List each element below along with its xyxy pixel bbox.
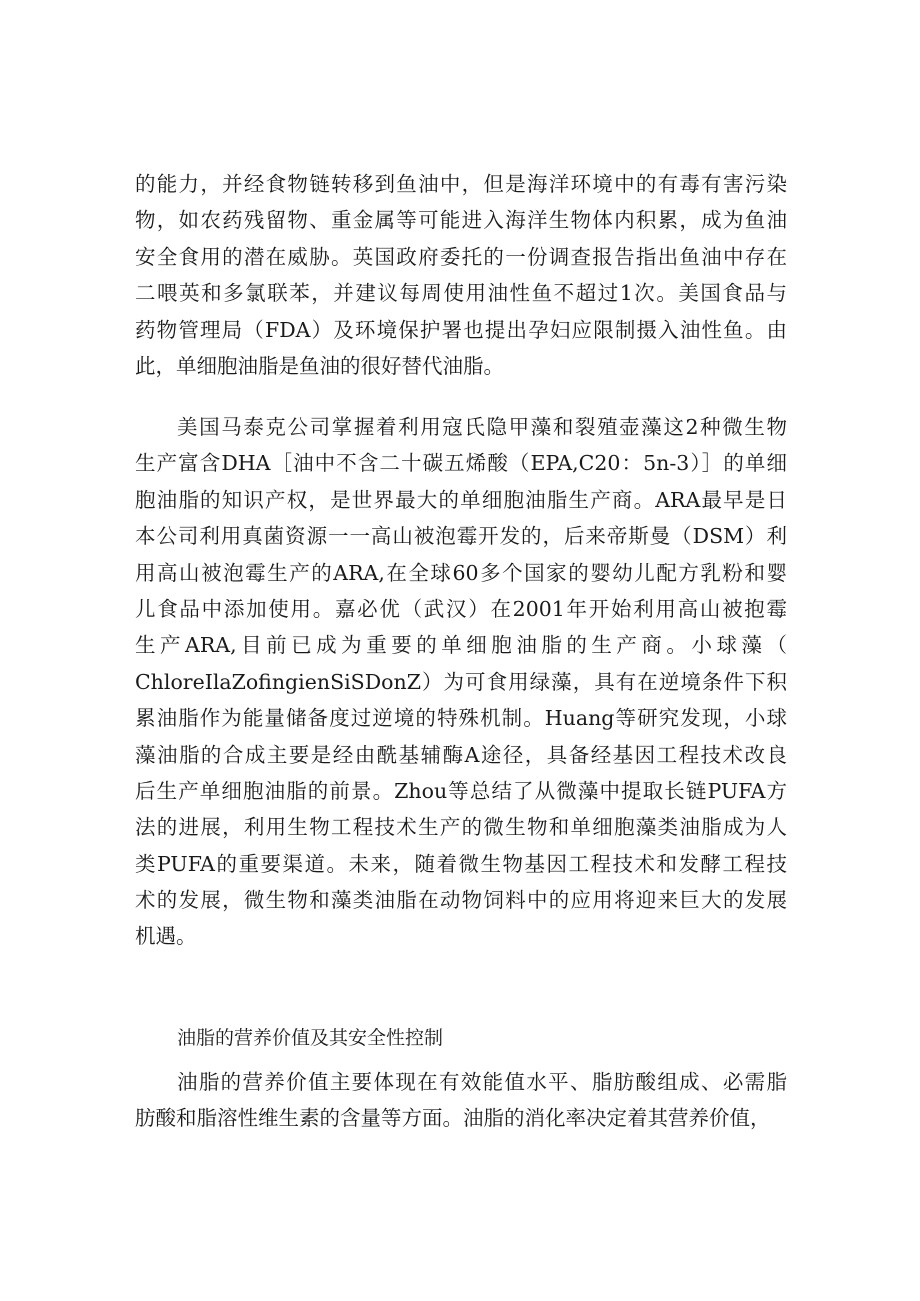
text-line: 后生产单细胞油脂的前景。Zhou等总结了从微藻中提取长链PUFA方 [135, 778, 787, 803]
text-line: 二喂英和多氯联苯，并建议每周使用油性鱼不超过1次。美国食品与 [135, 281, 787, 306]
text-line: 累油脂作为能量储备度过逆境的特殊机制。Huang等研究发现，小球 [135, 706, 787, 731]
text-line: 生产富含DHA［油中不含二十碳五烯酸（EPA,C20：5n-3）］的单细 [135, 451, 787, 476]
paragraph-single-cell-oil-producers [135, 409, 787, 955]
text-line: 法的进展，利用生物工程技术生产的微生物和单细胞藻类油脂成为人 [135, 815, 787, 840]
paragraph-oil-nutrition-value [135, 1064, 787, 1137]
text-line: 用高山被泡霉生产的ARA,在全球60多个国家的婴幼儿配方乳粉和婴 [135, 560, 787, 585]
text-line: 生产ARA,目前已成为重要的单细胞油脂的生产商。小球藻（ [135, 633, 787, 658]
text-line: 肪酸和脂溶性维生素的含量等方面。油脂的消化率决定着其营养价值， [135, 1106, 771, 1131]
section-heading: 油脂的营养价值及其安全性控制 [177, 1027, 444, 1049]
text-line: 安全食用的潜在威胁。英国政府委托的一份调查报告指出鱼油中存在 [135, 244, 787, 269]
text-line: 药物管理局（FDA）及环境保护署也提出孕妇应限制摄入油性鱼。由 [135, 317, 787, 342]
text-line: 术的发展，微生物和藻类油脂在动物饲料中的应用将迎来巨大的发展 [135, 888, 787, 913]
text-line: 胞油脂的知识产权，是世界最大的单细胞油脂生产商。ARA最早是日 [135, 487, 787, 512]
text-line: 此，单细胞油脂是鱼油的很好替代油脂。 [135, 353, 504, 378]
text-line: 美国马泰克公司掌握着利用寇氏隐甲藻和裂殖壶藻这2种微生物 [177, 415, 787, 439]
text-line: 本公司利用真菌资源一一高山被泡霉开发的，后来帝斯曼（DSM）利 [135, 524, 787, 549]
text-line: 机遇。 [135, 924, 197, 949]
text-line: 油脂的营养价值主要体现在有效能值水平、脂肪酸组成、必需脂 [177, 1070, 787, 1094]
paragraph-fish-oil-safety [135, 166, 787, 384]
text-line: ChloreIlaZofingienSiSDonZ）为可食用绿藻，具有在逆境条件下积 [135, 669, 787, 694]
text-line: 物，如农药残留物、重金属等可能进入海洋生物体内积累，成为鱼油 [135, 208, 787, 233]
text-line: 儿食品中添加使用。嘉必优（武汉）在2001年开始利用高山被抱霉 [135, 596, 787, 621]
text-line: 藻油脂的合成主要是经由酰基辅酶A途径，具备经基因工程技术改良 [135, 742, 787, 767]
text-line: 类PUFA的重要渠道。未来，随着微生物基因工程技术和发酵工程技 [135, 851, 787, 876]
text-line: 的能力，并经食物链转移到鱼油中，但是海洋环境中的有毒有害污染 [135, 172, 787, 196]
